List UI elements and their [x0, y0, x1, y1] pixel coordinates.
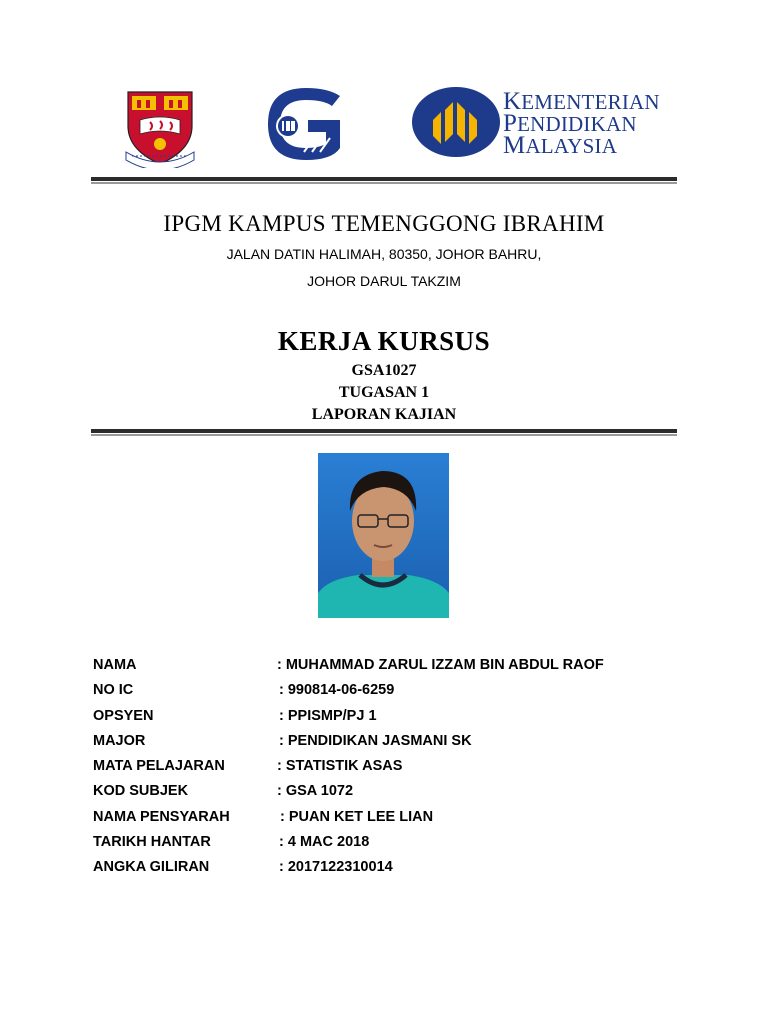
detail-value: : PENDIDIKAN JASMANI SK: [279, 732, 472, 749]
detail-row-name: [93, 657, 693, 682]
university-crest-logo: [124, 88, 196, 168]
detail-label: ANGKA GILIRAN: [93, 859, 210, 876]
report-label: LAPORAN KAJIAN: [311, 406, 457, 423]
address-line1: JALAN DATIN HALIMAH, 80350, JOHOR BAHRU,: [226, 246, 542, 262]
task-label: TUGASAN 1: [338, 384, 430, 401]
detail-label: NAMA: [93, 657, 137, 673]
kpm-logo: [411, 86, 501, 158]
detail-label: NAMA PENSYARAH: [93, 808, 230, 825]
detail-value: : STATISTIK ASAS: [277, 758, 403, 775]
student-details: [93, 657, 693, 885]
detail-label: KOD SUBJEK: [93, 783, 189, 800]
kpm-line3: MALAYSIA: [503, 132, 618, 159]
detail-value: : 4 MAC 2018: [279, 834, 370, 851]
kpm-line1: KEMENTERIAN: [503, 88, 660, 115]
student-photo: [318, 453, 449, 618]
divider-top: [91, 177, 677, 184]
detail-value: : 990814-06-6259: [279, 682, 395, 699]
detail-row-option: [93, 708, 693, 733]
detail-row-submit-date: [93, 834, 693, 859]
detail-label: NO IC: [93, 682, 134, 699]
detail-row-ic: [93, 682, 693, 707]
detail-value: : MUHAMMAD ZARUL IZZAM BIN ABDUL RAOF: [277, 657, 604, 673]
detail-label: TARIKH HANTAR: [93, 834, 211, 851]
detail-value: : PPISMP/PJ 1: [279, 707, 377, 724]
detail-row-lecturer: [93, 809, 693, 834]
kpm-line2: PENDIDIKAN: [503, 110, 637, 137]
detail-value: : PUAN KET LEE LIAN: [280, 808, 434, 825]
detail-value: : 2017122310014: [279, 859, 393, 876]
detail-label: MAJOR: [93, 732, 146, 749]
institution-name: IPGM KAMPUS TEMENGGONG IBRAHIM: [163, 211, 605, 236]
detail-row-index-number: [93, 859, 693, 884]
detail-label: OPSYEN: [93, 707, 154, 724]
detail-value: : GSA 1072: [277, 783, 354, 800]
detail-row-subject-code: [93, 783, 693, 808]
course-code: GSA1027: [351, 362, 417, 379]
detail-row-major: [93, 733, 693, 758]
divider-middle: [91, 429, 677, 436]
kpm-wordmark: [503, 88, 683, 159]
detail-label: MATA PELAJARAN: [93, 758, 225, 775]
address-line2: JOHOR DARUL TAKZIM: [307, 273, 461, 289]
ipg-logo: [268, 88, 342, 160]
document-title: KERJA KURSUS: [277, 326, 491, 356]
detail-row-subject: [93, 758, 693, 783]
